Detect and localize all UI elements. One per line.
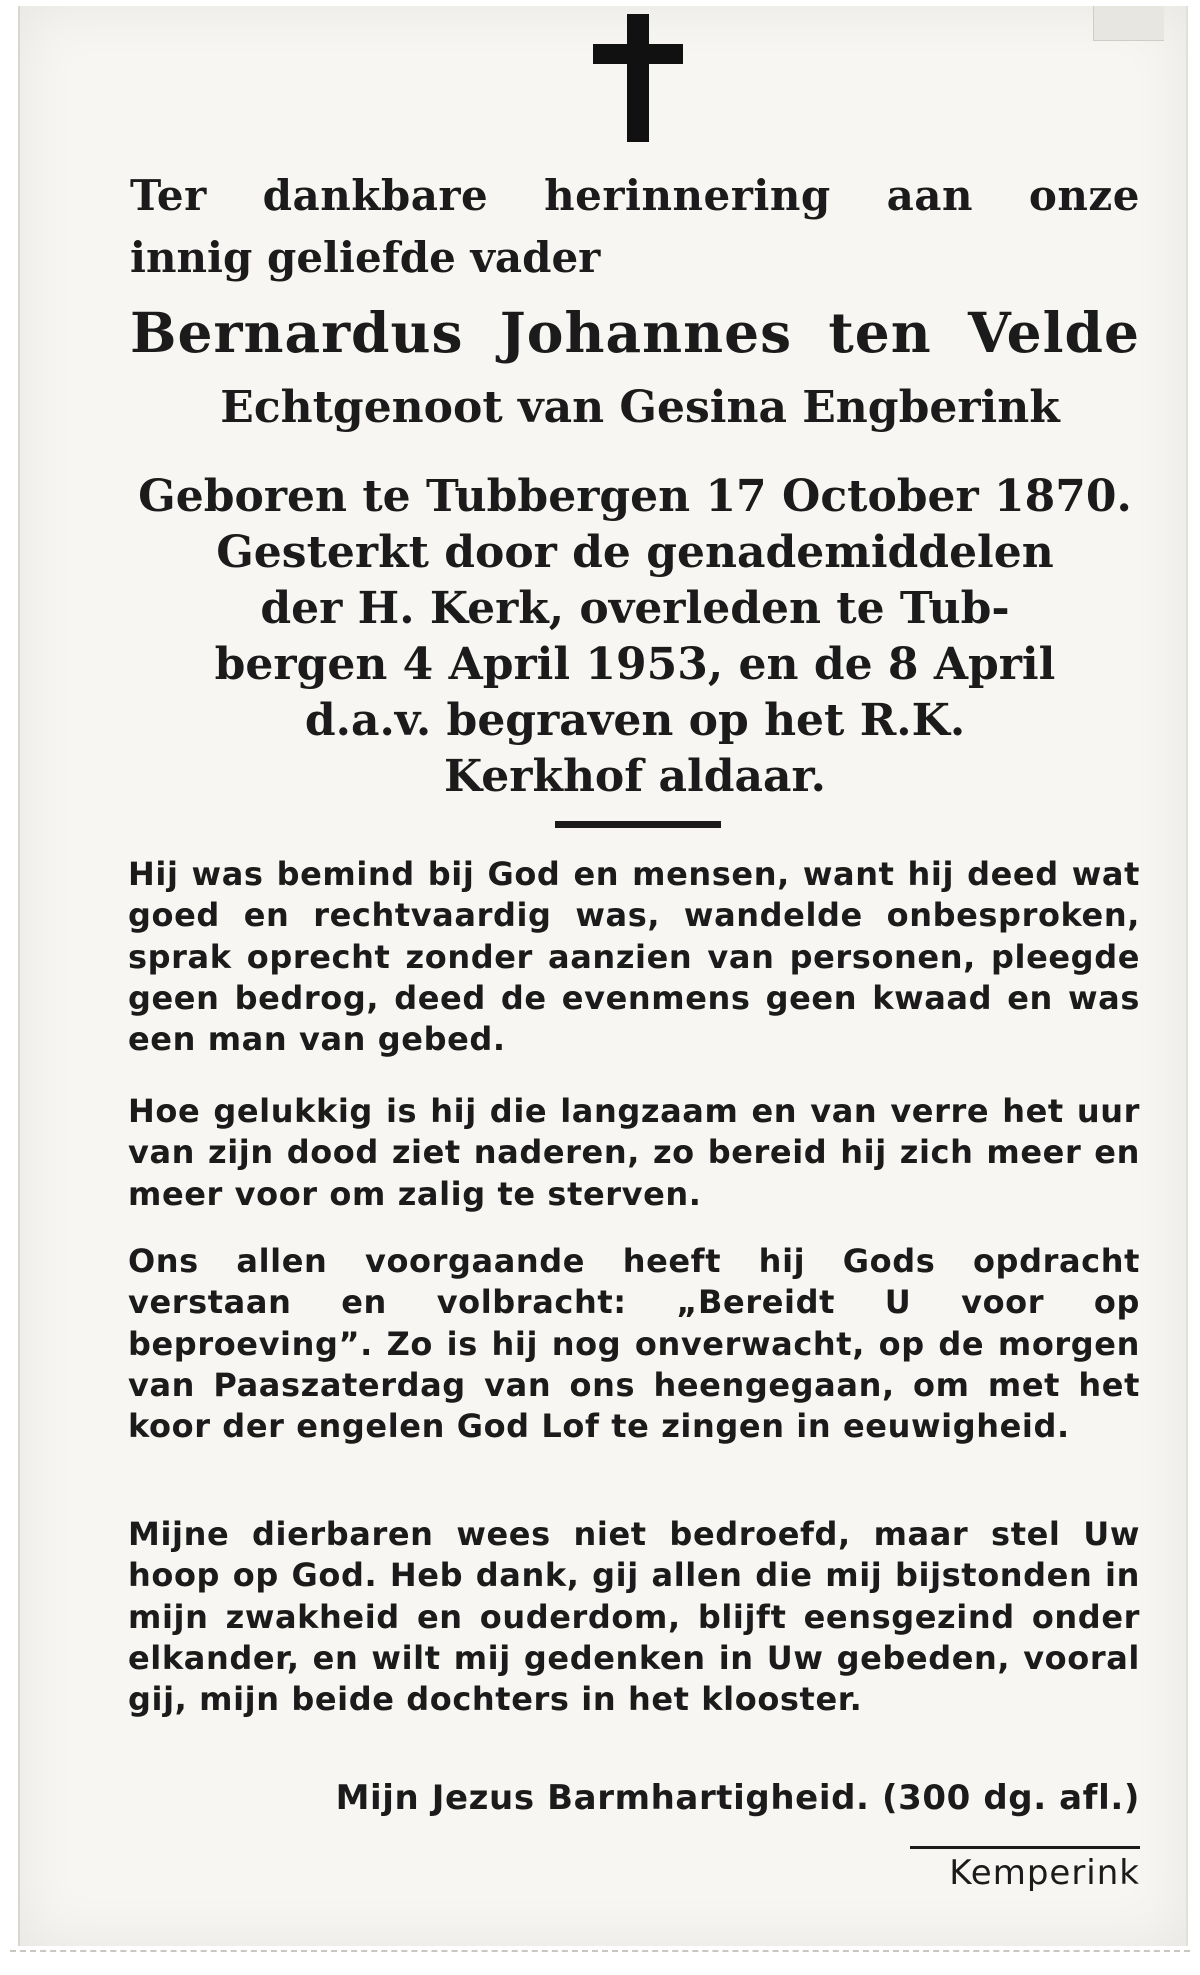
printer-name: Kemperink	[949, 1853, 1140, 1893]
deceased-name: Bernardus Johannes ten Velde	[130, 300, 1140, 365]
bio-line: d.a.v. begraven op het R.K.	[304, 695, 966, 746]
paragraph-death: Hoe gelukkig is hij die langzaam en van verre het uur van zijn dood ziet naderen, zo bereid hij zich meer en meer voor om zalig te sterven.	[128, 1092, 1140, 1213]
bottom-edge-line	[10, 1950, 1190, 1952]
closing-prayer: Mijn Jezus Barmhartigheid. (300 dg. afl.)	[335, 1778, 1140, 1818]
paragraph-virtues: Hij was bemind bij God en mensen, want hij deed wat goed en rechtvaardig was, wandelde onbesproken, sprak oprecht zonder aanzien van personen, pleegde geen bedrog, deed de evenmens geen kwaad en was een man van gebed.	[128, 855, 1140, 1059]
biography-block	[130, 469, 1140, 805]
bio-line: Kerkhof aldaar.	[444, 751, 826, 802]
intro-line-2: innig geliefde vader	[130, 233, 601, 282]
bio-line: Geboren te Tubbergen 17 October 1870.	[138, 471, 1132, 522]
bio-line: der H. Kerk, overleden te Tub-	[260, 583, 1010, 634]
bio-line: bergen 4 April 1953, en de 8 April	[214, 639, 1056, 690]
printer-rule	[910, 1846, 1140, 1849]
paragraph-calling: Ons allen voorgaande heeft hij Gods opdracht verstaan en volbracht: „Bereidt U voor op beproeving”. Zo is hij nog onverwacht, op de morgen van Paaszaterdag van ons heengegaan, om met het koor der engelen God Lof te zingen in eeuwigheid.	[128, 1242, 1140, 1446]
bio-line: Gesterkt door de genademiddelen	[216, 527, 1054, 578]
spouse-line: Echtgenoot van Gesina Engberink	[220, 382, 1060, 433]
paper-corner-tab	[1093, 6, 1164, 41]
divider-rule	[555, 821, 721, 828]
intro-line-1: Ter dankbare herinnering aan onze	[130, 171, 1140, 220]
memorial-card	[18, 6, 1188, 1946]
cross-icon	[593, 14, 683, 142]
paragraph-farewell: Mijne dierbaren wees niet bedroefd, maar stel Uw hoop op God. Heb dank, gij allen die mij bijstonden in mijn zwakheid en ouderdom, blijft eensgezind onder elkander, en wilt mij gedenken in Uw gebeden, vooral gij, mijn beide dochters in het klooster.	[128, 1515, 1140, 1719]
